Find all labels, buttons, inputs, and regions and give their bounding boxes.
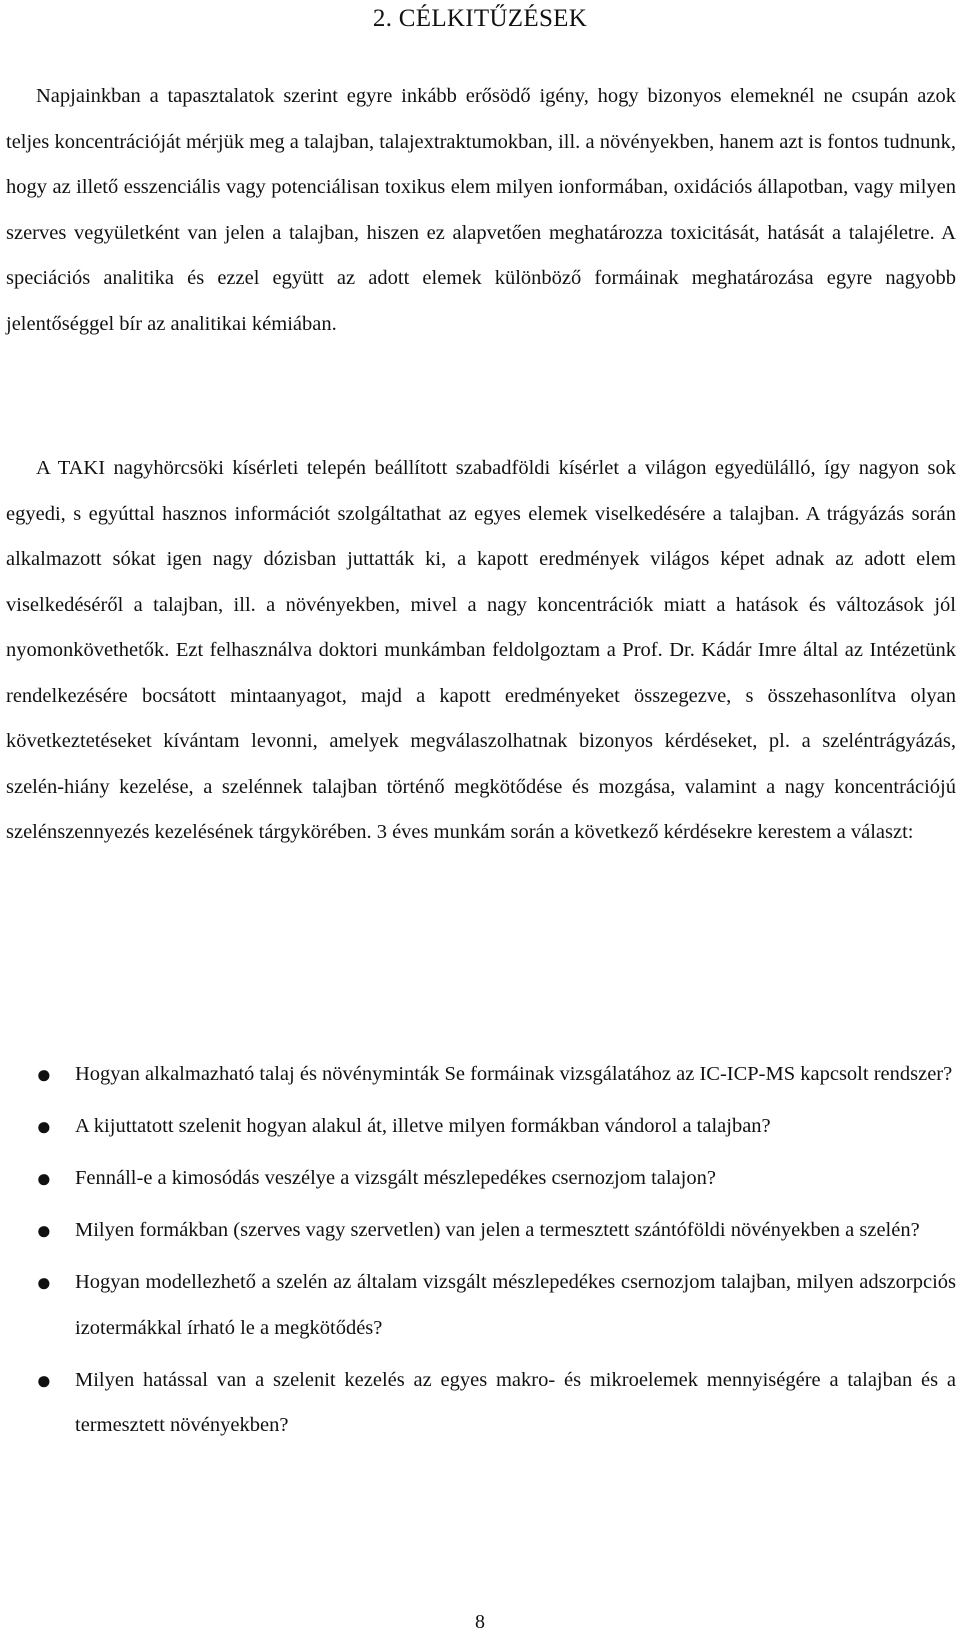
research-questions-list <box>6 1052 956 1455</box>
bullet-icon: ● <box>36 1216 52 1245</box>
question-text: Fennáll-e a kimosódás veszélye a vizsgált mészlepedékes csernozjom talajon? <box>75 1167 716 1189</box>
list-item <box>6 1156 956 1202</box>
list-item <box>6 1358 956 1449</box>
list-item <box>6 1104 956 1150</box>
list-item <box>6 1260 956 1351</box>
question-text: Hogyan modellezhető a szelén az általam vizsgált mészlepedékes csernozjom talajban, milyen adszorpciós izotermákkal írható le a megkötődés? <box>75 1271 956 1339</box>
bullet-icon: ● <box>36 1060 52 1089</box>
bullet-icon: ● <box>36 1268 52 1297</box>
experiment-paragraph: A TAKI nagyhörcsöki kísérleti telepén beállított szabadföldi kísérlet a világon egyedülálló, így nagyon sok egyedi, s egyúttal hasznos információt szolgáltathat az egyes elemek viselkedésére a talajban. A trágyázás során alkalmazott sókat igen nagy dózisban juttatták ki, a kapott eredmények világos képet adnak az adott elem viselkedéséről a talajban, ill. a növényekben, mivel a nagy koncentrációk miatt a hatások és változások jól nyomonkövethetők. Ezt felhasználva doktori munkámban feldolgoztam a Prof. Dr. Kádár Imre által az Intézetünk rendelkezésére bocsátott mintaanyagot, majd a kapott eredményeket összegezve, s összehasonlítva olyan következtetéseket kívántam levonni, amelyek megválaszolhatnak bizonyos kérdéseket, pl. a szeléntrágyázás, szelén-hiány kezelése, a szelénnek talajban történő megkötődése és mozgása, valamint a nagy koncentrációjú szelénszennyezés kezelésének tárgykörében. 3 éves munkám során a következő kérdésekre kerestem a választ: <box>6 457 956 843</box>
bullet-icon: ● <box>36 1112 52 1141</box>
intro-paragraph: Napjainkban a tapasztalatok szerint egyre inkább erősödő igény, hogy bizonyos elemeknél ne csupán azok teljes koncentrációját mérjük meg a talajban, talajextraktumokban, ill. a növényekben, hanem azt is fontos tudnunk, hogy az illető esszenciális vagy potenciálisan toxikus elem milyen ionformában, oxidációs állapotban, vagy milyen szerves vegyületként van jelen a talajban, hiszen ez alapvetően meghatározza toxicitását, hatását a talajéletre. A speciációs analitika és ezzel együtt az adott elemek különböző formáinak meghatározása egyre nagyobb jelentőséggel bír az analitikai kémiában. <box>6 85 956 335</box>
bullet-icon: ● <box>36 1365 52 1395</box>
bullet-icon: ● <box>36 1164 52 1193</box>
list-item <box>6 1052 956 1098</box>
list-item <box>6 1208 956 1254</box>
question-text: Hogyan alkalmazható talaj és növényminták Se formáinak vizsgálatához az IC-ICP-MS kapcsolt rendszer? <box>75 1063 953 1085</box>
question-text: Milyen formákban (szerves vagy szervetlen) van jelen a termesztett szántóföldi növényekben a szelén? <box>75 1219 920 1241</box>
question-text: A kijuttatott szelenit hogyan alakul át, illetve milyen formákban vándorol a talajban? <box>75 1115 771 1137</box>
question-text: Milyen hatással van a szelenit kezelés az egyes makro- és mikroelemek mennyiségére a talajban és a termesztett növényekben? <box>75 1368 956 1436</box>
section-heading: 2. CÉLKITŰZÉSEK <box>372 5 588 32</box>
page-number: 8 <box>475 1611 485 1633</box>
